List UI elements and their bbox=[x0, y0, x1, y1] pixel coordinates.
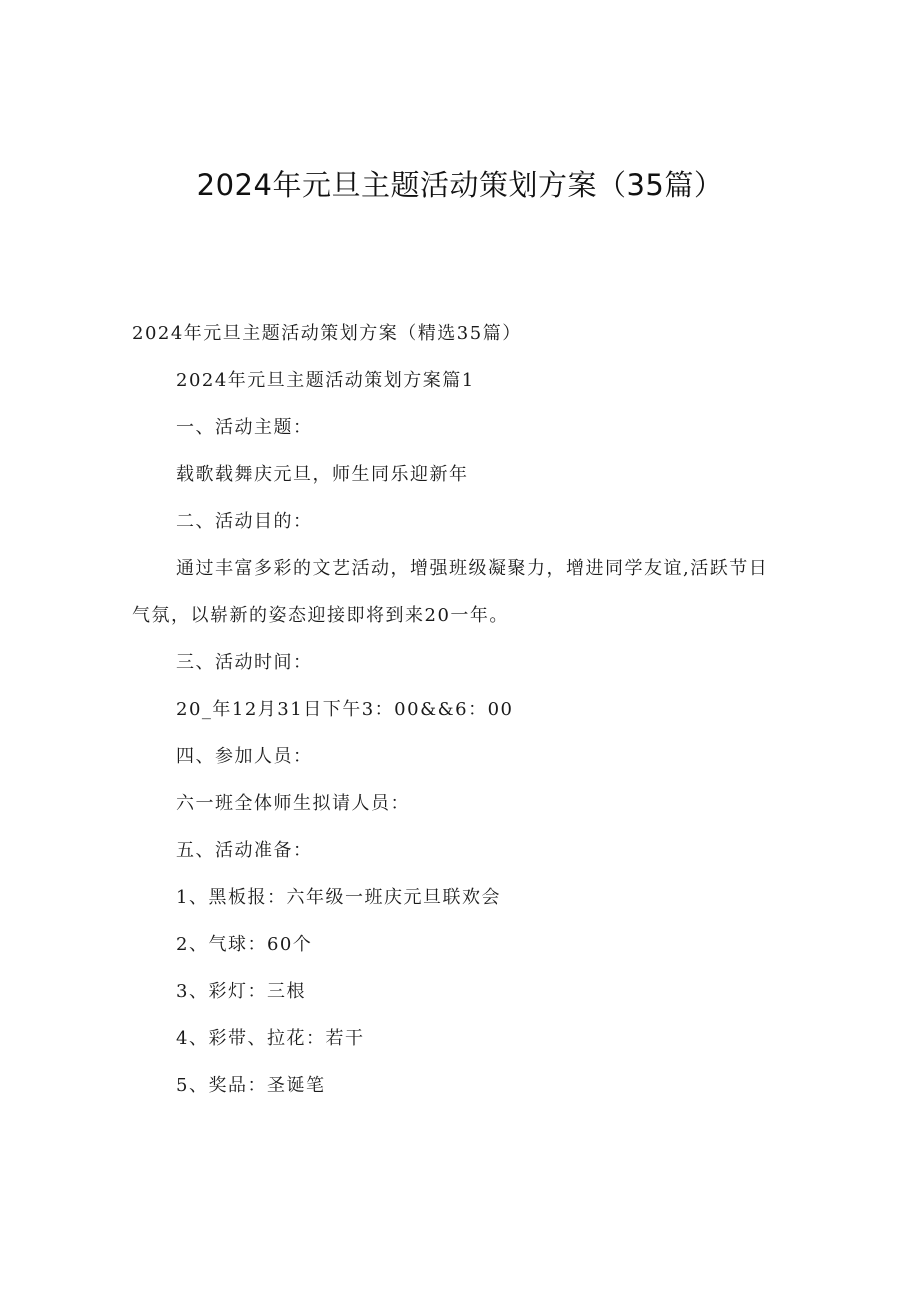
list-item: 3、彩灯：三根 bbox=[176, 981, 306, 1002]
document-title: 2024年元旦主题活动策划方案（35篇） bbox=[196, 168, 724, 202]
intro-line: 2024年元旦主题活动策划方案（精选35篇） bbox=[132, 323, 522, 344]
list-item: 5、奖品：圣诞笔 bbox=[176, 1075, 326, 1096]
heading-activity-theme: 一、活动主题： bbox=[176, 417, 313, 438]
heading-activity-time: 三、活动时间： bbox=[176, 652, 313, 673]
heading-activity-purpose: 二、活动目的： bbox=[176, 511, 313, 532]
list-item: 2、气球：60个 bbox=[176, 934, 313, 955]
activity-theme-text: 载歌载舞庆元旦，师生同乐迎新年 bbox=[176, 464, 469, 485]
activity-purpose-text: 通过丰富多彩的文艺活动，增强班级凝聚力，增进同学友谊,活跃节日气氛，以崭新的姿态迎接即将到来20一年。 bbox=[132, 558, 769, 626]
list-item: 4、彩带、拉花：若干 bbox=[176, 1028, 365, 1049]
document-body bbox=[132, 310, 782, 1109]
activity-time-text: 20_年12月31日下午3：00&&6：00 bbox=[176, 699, 514, 720]
heading-participants: 四、参加人员： bbox=[176, 746, 313, 767]
heading-preparation: 五、活动准备： bbox=[176, 840, 313, 861]
participants-text: 六一班全体师生拟请人员： bbox=[176, 793, 410, 814]
list-item: 1、黑板报：六年级一班庆元旦联欢会 bbox=[176, 887, 501, 908]
section-heading: 2024年元旦主题活动策划方案篇1 bbox=[176, 370, 475, 391]
